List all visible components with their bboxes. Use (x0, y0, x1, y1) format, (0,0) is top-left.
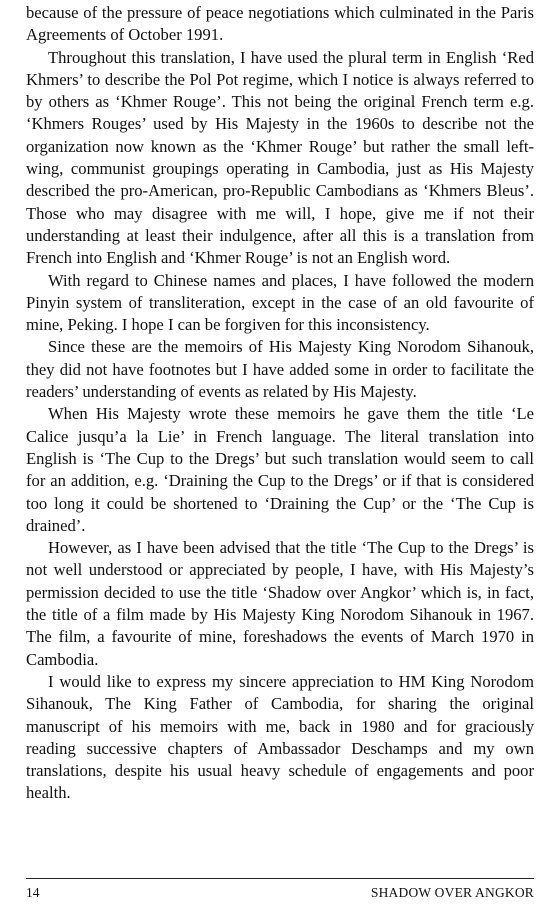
footer-divider (26, 878, 534, 879)
running-title: SHADOW OVER ANGKOR (370, 885, 534, 900)
page-footer (26, 884, 534, 902)
page-body (26, 2, 534, 805)
paragraph-footnotes: Since these are the memoirs of His Majesty King Norodom Sihanouk, they did not have footnotes but I have added some in order to facilitate the readers’ understanding of events as related by His Majesty. (26, 337, 534, 402)
paragraph-chinese-names: With regard to Chinese names and places, I have followed the modern Pinyin system of transliteration, except in the case of an old favourite of mine, Peking. I hope I can be forgiven for this inconsistency. (26, 270, 534, 335)
page-number: 14 (26, 885, 40, 900)
paragraph-appreciation: I would like to express my sincere appreciation to HM King Norodom Sihanouk, The King Father of Cambodia, for sharing the original manuscript of his memoirs with me, back in 1980 and for graciously reading successive chapters of Ambassador Deschamps and my own translations, despite his usual heavy schedule of engagements and poor health. (26, 671, 534, 803)
paragraph-red-khmers: Throughout this translation, I have used the plural term in English ‘Red Khmers’ to describe the Pol Pot regime, which I notice is always referred to by others as ‘Khmer Rouge’. This not being the original French term e.g. ‘Khmers Rouges’ used by His Majesty in the 1960s to describe not the organization now known as the ‘Khmer Rouge’ but rather the small left-wing, communist groupings operating in Cambodia, just as His Majesty described the pro-American, pro-Republic Cambodians as ‘Khmers Bleus’. Those who may disagree with me will, I hope, give me if not their understanding at least their indulgence, after all this is a translation from French into English and ‘Khmer Rouge’ is not an English word. (26, 47, 534, 268)
paragraph-title-choice: However, as I have been advised that the title ‘The Cup to the Dregs’ is not well understood or appreciated by people, I have, with His Majesty’s permission decided to use the title ‘Shadow over Angkor’ which is, in fact, the title of a film made by His Majesty King Norodom Sihanouk in 1967. The film, a favourite of mine, foreshadows the events of March 1970 in Cambodia. (26, 538, 534, 669)
paragraph-title-origin: When His Majesty wrote these memoirs he gave them the title ‘Le Calice jusqu’a la Lie’ in French language. The literal translation into English is ‘The Cup to the Dregs’ but such translation would seem to call for an addition, e.g. ‘Draining the Cup to the Dregs’ or if that is considered too long it could be shortened to ‘Draining the Cup’ or the ‘The Cup is drained’. (26, 404, 534, 535)
paragraph-continuation: because of the pressure of peace negotiations which culminated in the Paris Agreements of October 1991. (26, 3, 534, 45)
